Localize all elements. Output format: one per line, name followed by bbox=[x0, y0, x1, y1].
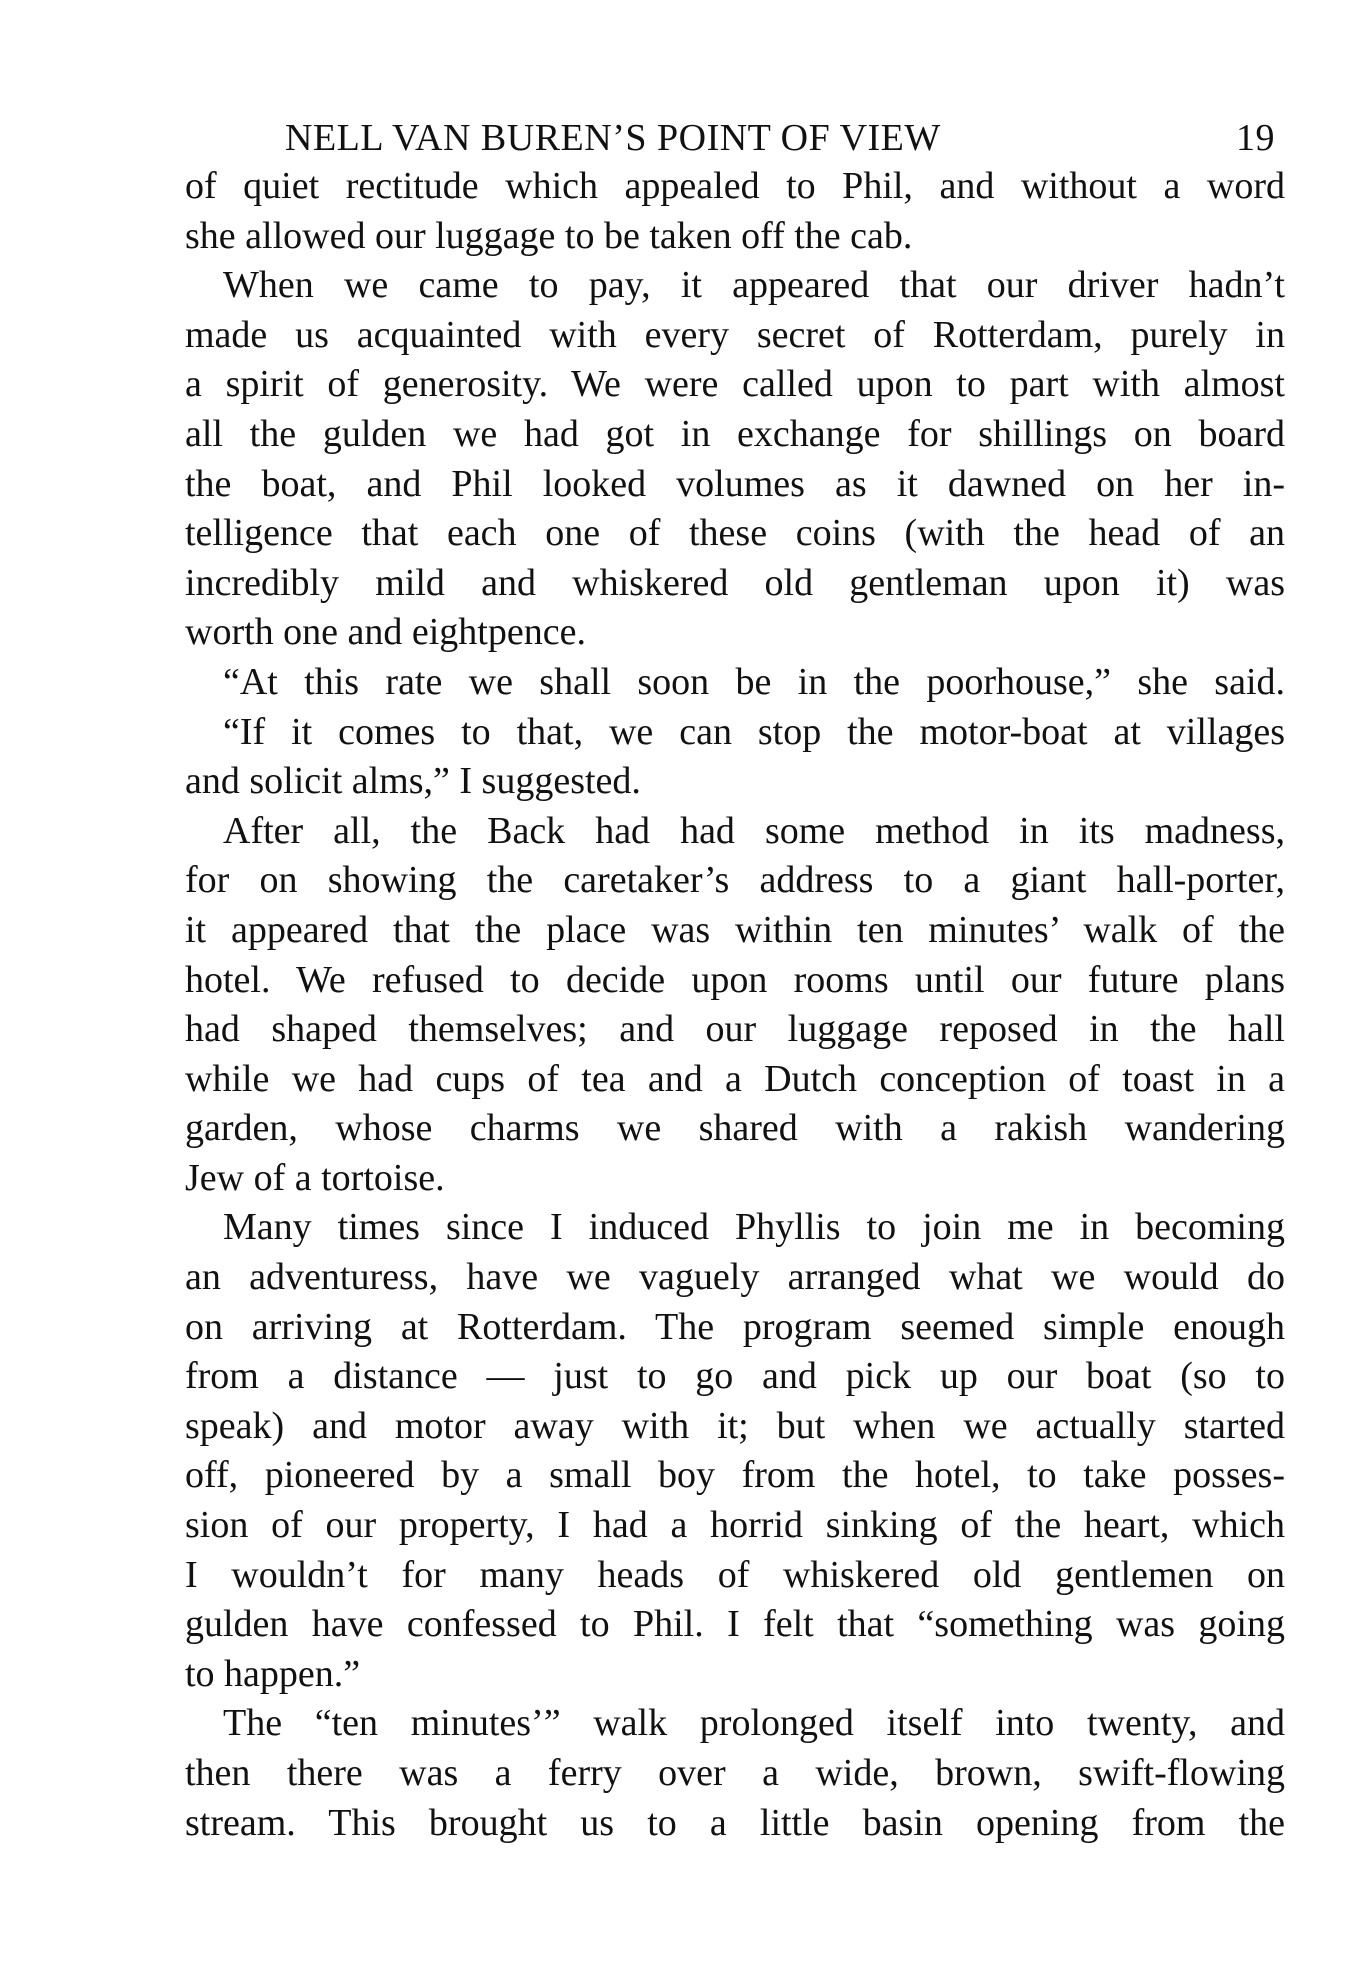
text-line: an adventuress, have we vaguely arranged what we would do bbox=[185, 1256, 1285, 1299]
text-line: When we came to pay, it appeared that our driver hadn’t bbox=[223, 264, 1285, 307]
text-line: from a distance — just to go and pick up our boat (so to bbox=[185, 1355, 1285, 1398]
text-line: Many times since I induced Phyllis to join me in becoming bbox=[223, 1206, 1285, 1249]
text-line: made us acquainted with every secret of Rotterdam, purely in bbox=[185, 313, 1285, 356]
text-line: speak) and motor away with it; but when we actually started bbox=[185, 1404, 1285, 1447]
text-line: sion of our property, I had a horrid sinking of the heart, which bbox=[185, 1504, 1285, 1547]
text-line: all the gulden we had got in exchange for shillings on board bbox=[185, 412, 1285, 455]
text-line: had shaped themselves; and our luggage reposed in the hall bbox=[185, 1008, 1285, 1051]
running-head bbox=[185, 112, 1285, 164]
text-line: I wouldn’t for many heads of whiskered old gentlemen on bbox=[185, 1553, 1285, 1596]
text-line: gulden have confessed to Phil. I felt that “something was going bbox=[185, 1603, 1285, 1646]
text-line: “At this rate we shall soon be in the poorhouse,” she said. bbox=[223, 660, 1285, 703]
text-line: The “ten minutes’” walk prolonged itself into twenty, and bbox=[223, 1702, 1285, 1745]
text-line: hotel. We refused to decide upon rooms until our future plans bbox=[185, 958, 1285, 1001]
text-line: of quiet rectitude which appealed to Phil, and without a word bbox=[185, 165, 1285, 207]
page-number: 19 bbox=[1236, 117, 1275, 159]
text-line: on arriving at Rotterdam. The program seemed simple enough bbox=[185, 1305, 1285, 1348]
text-line: garden, whose charms we shared with a rakish wandering bbox=[185, 1107, 1285, 1150]
book-page bbox=[185, 112, 1285, 1848]
text-line: a spirit of generosity. We were called upon to part with almost bbox=[185, 363, 1285, 406]
text-line: for on showing the caretaker’s address to a giant hall-porter, bbox=[185, 859, 1285, 902]
text-line: while we had cups of tea and a Dutch conception of toast in a bbox=[185, 1057, 1285, 1100]
body-text bbox=[185, 162, 1285, 1848]
text-line: incredibly mild and whiskered old gentleman upon it) was bbox=[185, 561, 1285, 604]
text-line: off, pioneered by a small boy from the hotel, to take posses- bbox=[185, 1454, 1285, 1497]
text-line: stream. This brought us to a little basin opening from the bbox=[185, 1801, 1285, 1844]
text-line: Jew of a tortoise. bbox=[185, 1156, 445, 1199]
running-title: NELL VAN BUREN’S POINT OF VIEW bbox=[285, 117, 941, 159]
text-line: she allowed our luggage to be taken off the cab. bbox=[185, 214, 913, 257]
text-line: “If it comes to that, we can stop the motor-boat at villages bbox=[223, 710, 1285, 753]
text-line: then there was a ferry over a wide, brown, swift-flowing bbox=[185, 1752, 1285, 1794]
text-line: After all, the Back had had some method in its madness, bbox=[223, 809, 1285, 852]
text-line: it appeared that the place was within ten minutes’ walk of the bbox=[185, 908, 1285, 951]
text-line: worth one and eightpence. bbox=[185, 611, 586, 654]
text-line: and solicit alms,” I suggested. bbox=[185, 760, 641, 803]
text-line: the boat, and Phil looked volumes as it dawned on her in- bbox=[185, 462, 1285, 505]
text-line: telligence that each one of these coins (with the head of an bbox=[185, 512, 1285, 555]
text-line: to happen.” bbox=[185, 1652, 361, 1695]
